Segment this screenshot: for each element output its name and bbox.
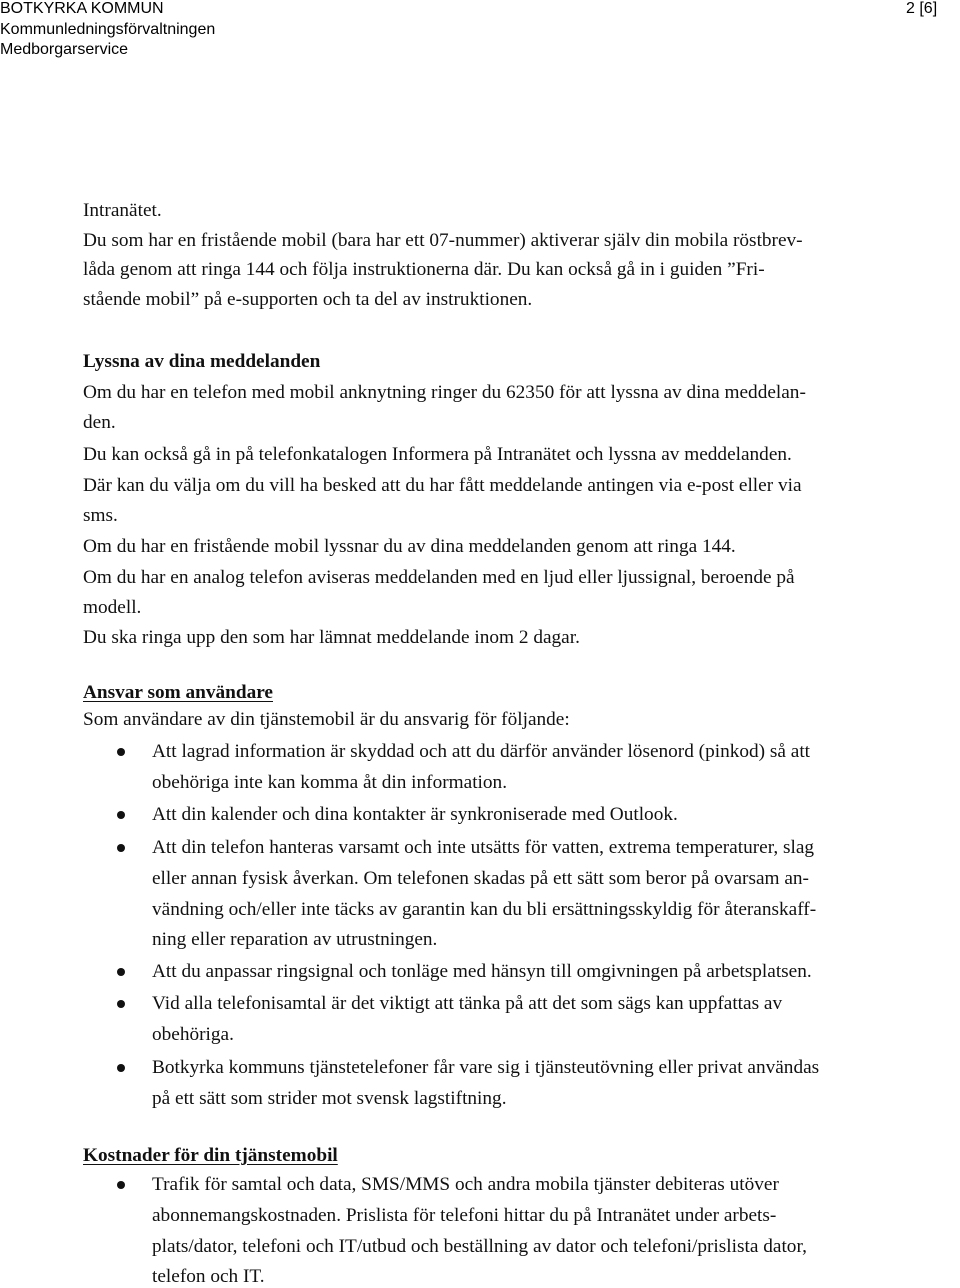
list-item-line: plats/dator, telefoni och IT/utbud och beställning av dator och telefoni/prislista dator, <box>152 1236 807 1257</box>
list-item-line: vändning och/eller inte täcks av garantin kan du bli ersättningsskyldig för återanskaff- <box>152 899 817 920</box>
unit-name: Medborgarservice <box>0 41 129 58</box>
text-line: sms. <box>83 505 118 526</box>
department-name: Kommunledningsförvaltningen <box>0 21 216 38</box>
list-item-line: Vid alla telefonisamtal är det viktigt att tänka på att det som sägs kan uppfattas av <box>152 993 783 1014</box>
text-line: låda genom att ringa 144 och följa instruktionerna där. Du kan också gå in i guiden ”Fri- <box>83 259 765 280</box>
bullet-icon <box>117 748 125 756</box>
text-line: Du kan också gå in på telefonkatalogen Informera på Intranätet och lyssna av meddelanden. <box>83 444 792 465</box>
org-name: BOTKYRKA KOMMUN <box>0 0 164 17</box>
text-line: stående mobil” på e-supporten och ta del av instruktionen. <box>83 289 533 310</box>
bullet-icon <box>117 1000 125 1008</box>
bullet-icon <box>117 1181 125 1189</box>
list-item-line: Att du anpassar ringsignal och tonläge med hänsyn till omgivningen på arbetsplatsen. <box>152 961 812 982</box>
list-item-line: eller annan fysisk åverkan. Om telefonen skadas på ett sätt som beror på ovarsam an- <box>152 868 809 889</box>
text-line: Intranätet. <box>83 200 162 221</box>
list-item-line: obehöriga. <box>152 1024 234 1045</box>
text-line: modell. <box>83 597 142 618</box>
text-line: Om du har en analog telefon aviseras meddelanden med en ljud eller ljussignal, beroende på <box>83 567 795 588</box>
page-number: 2 [6] <box>906 0 938 17</box>
text-line: Där kan du välja om du vill ha besked att du har fått meddelande antingen via e-post eller via <box>83 475 802 496</box>
heading-lyssna: Lyssna av dina meddelanden <box>83 351 321 372</box>
text-line: Som användare av din tjänstemobil är du ansvarig för följande: <box>83 709 570 730</box>
heading-kostnader: Kostnader för din tjänstemobil <box>83 1145 338 1166</box>
list-item-line: Trafik för samtal och data, SMS/MMS och andra mobila tjänster debiteras utöver <box>152 1174 779 1195</box>
list-item-line: Att din kalender och dina kontakter är synkroniserade med Outlook. <box>152 804 678 825</box>
bullet-icon <box>117 844 125 852</box>
bullet-icon <box>117 811 125 819</box>
bullet-icon <box>117 968 125 976</box>
list-item-line: på ett sätt som strider mot svensk lagstiftning. <box>152 1088 507 1109</box>
list-item-line: ning eller reparation av utrustningen. <box>152 929 438 950</box>
list-item-line: Att din telefon hanteras varsamt och inte utsätts för vatten, extrema temperaturer, slag <box>152 837 815 858</box>
list-item-line: obehöriga inte kan komma åt din information. <box>152 772 508 793</box>
text-line: Du som har en fristående mobil (bara har ett 07-nummer) aktiverar själv din mobila röstbrev- <box>83 230 803 251</box>
heading-ansvar: Ansvar som användare <box>83 682 273 703</box>
text-line: Om du har en telefon med mobil anknytning ringer du 62350 för att lyssna av dina meddelan- <box>83 382 806 403</box>
text-line: den. <box>83 412 116 433</box>
text-line: Du ska ringa upp den som har lämnat meddelande inom 2 dagar. <box>83 627 580 648</box>
list-item-line: abonnemangskostnaden. Prislista för telefoni hittar du på Intranätet under arbets- <box>152 1205 777 1226</box>
list-item-line: Botkyrka kommuns tjänstetelefoner får vare sig i tjänsteutövning eller privat användas <box>152 1057 820 1078</box>
list-item-line: telefon och IT. <box>152 1266 265 1287</box>
list-item-line: Att lagrad information är skyddad och att du därför använder lösenord (pinkod) så att <box>152 741 811 762</box>
text-line: Om du har en fristående mobil lyssnar du av dina meddelanden genom att ringa 144. <box>83 536 736 557</box>
bullet-icon <box>117 1064 125 1072</box>
